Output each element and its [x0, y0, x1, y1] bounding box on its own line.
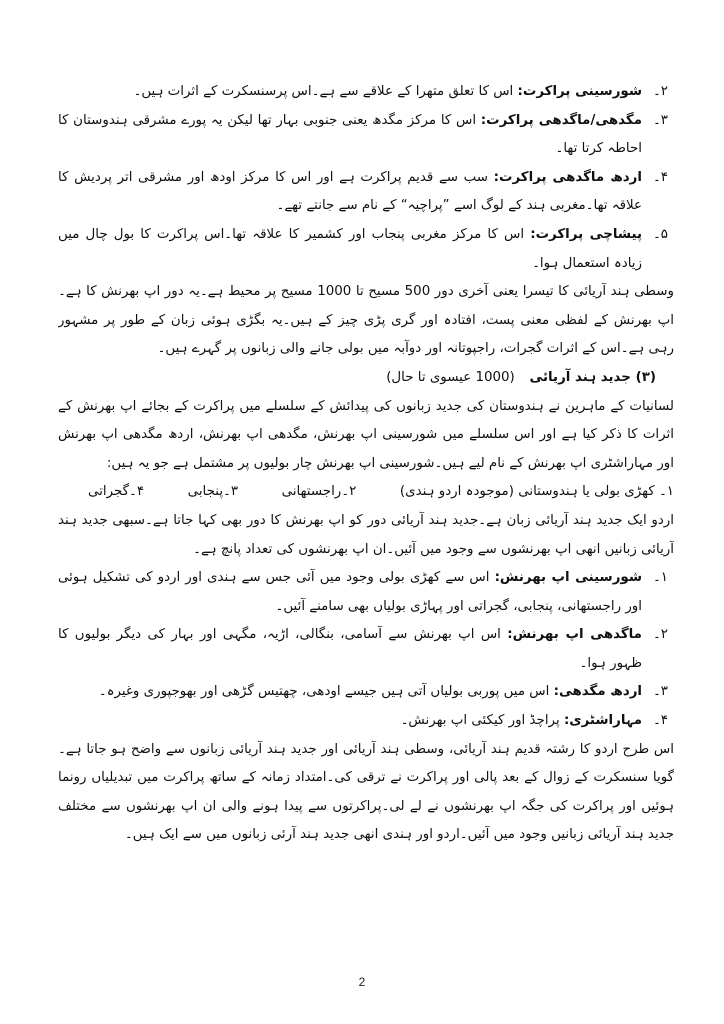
list-item [58, 221, 674, 278]
item-text [58, 678, 642, 707]
item-body: اس سے کھڑی بولی وجود میں آئی جس سے ہندی اور اردو کی تشکیل ہوئی اور راجستھانی، پنجابی، گجراتی اور پہاڑی بولیاں بھی سامنے آئیں۔ [58, 570, 642, 614]
dialect-item: ۳۔پنجابی [187, 484, 239, 500]
item-body: اس کا مرکز مغربی پنجاب اور کشمیر کا علاقہ تھا۔اس پراکرت کا بول چال میں زیادہ استعمال ہوا۔ [58, 226, 642, 271]
paragraph-conclusion: اس طرح اردو کا رشتہ قدیم ہند آریائی، وسطی ہند آریائی اور جدید ہند آریائی زبانوں سے واضح ہو جاتا ہے۔گویا سنسکرت کے زوال کے بعد پالی اور پراکرت نے ترقی کی۔امتداد زمانہ کے ساتھ پراکرت میں تبدیلیاں رونما ہوئیں اور پراکرت کی جگہ اپ بھرنشوں نے لے لی۔پراکرتوں سے پیدا ہونے والی ان اپ بھرنشوں سے مختلف جدید ہند آریائی زبانیں وجود میں آئیں۔اردو اور ہندی انھی جدید ہند آرئی زبانوں میں سے ایک ہیں۔ [58, 741, 674, 843]
item-body: سب سے قدیم پراکرت ہے اور اس کا مرکز اودھ اور مشرقی اتر پردیش کا علاقہ تھا۔مغربی ہند کے لوگ اسے ”پراچیہ“ کے نام سے جانتے تھے۔ [58, 169, 642, 214]
paragraph-urdu: اردو ایک جدید ہند آریائی زبان ہے۔جدید ہند آریائی دور کو اپ بھرنش کا دور بھی کہا جاتا ہے۔سبھی جدید ہند آریائی زبانیں انھی اپ بھرنشوں سے وجود میں آئیں۔ان اپ بھرنشوں کی تعداد پانچ ہے۔ [58, 512, 674, 557]
item-number: ۳۔ [652, 684, 668, 700]
item-text [58, 164, 642, 221]
list-item [58, 564, 674, 621]
paragraph-intro: لسانیات کے ماہرین نے ہندوستان کی جدید زبانوں کی پیدائش کے سلسلے میں پراکرت کے بجائے اپ بھرنش کے اثرات کا ذکر کیا ہے اور اس سلسلے میں شورسینی اپ بھرنش، مگدھی اپ بھرنش، اردھ مگدھی اپ بھرنش اور مہاراشٹری اپ بھرنش کے نام لیے ہیں۔شورسینی اپ بھرنش چار بولیوں پر مشتمل ہے جو یہ ہیں: [58, 398, 674, 471]
item-body: اس میں پوربی بولیاں آتی ہیں جیسے اودھی، چھتیس گڑھی اور بھوجپوری وغیرہ۔ [98, 684, 550, 700]
dialect-list [58, 478, 674, 507]
item-number: ۳۔ [652, 112, 668, 128]
dialect-item: ۱۔ کھڑی بولی یا ہندوستانی (موجودہ اردو ہندی) [399, 484, 674, 500]
section-title: جدید ہند آریائی [529, 369, 631, 385]
item-body: اس کا مرکز مگدھ یعنی جنوبی بہار تھا لیکن یہ پورے مشرقی ہندوستان کا احاطہ کرتا تھا۔ [58, 112, 642, 157]
item-body: اس اپ بھرنش سے آسامی، بنگالی، اڑیہ، مگہی اور بہار کی دیگر بولیوں کا ظہور ہوا۔ [58, 627, 642, 671]
item-body: پراچڈ اور کیکئی اپ بھرنش۔ [400, 713, 560, 729]
item-text [58, 78, 642, 107]
item-body: اس کا تعلق متھرا کے علاقے سے ہے۔اس پرسنسکرت کے اثرات ہیں۔ [133, 84, 514, 99]
section-number: (۳) [635, 369, 656, 385]
item-label: شورسینی پراکرت: [517, 84, 642, 99]
item-label: اردھ ماگدھی پراکرت: [493, 169, 642, 185]
item-number: ۲۔ [652, 627, 668, 643]
item-text [58, 221, 642, 278]
item-text [58, 621, 642, 678]
item-number: ۴۔ [652, 713, 668, 729]
dialect-item: ۴۔گجراتی [88, 484, 145, 500]
item-number: ۵۔ [652, 226, 668, 242]
item-number: ۱۔ [652, 570, 668, 586]
item-label: اردھ مگدھی: [553, 684, 642, 700]
dialect-item: ۲۔راجستھانی [281, 484, 357, 500]
item-label: مہاراشٹری: [563, 713, 642, 729]
item-number: ۲۔ [652, 84, 668, 99]
list-item [58, 621, 674, 678]
page-number: 2 [358, 975, 366, 989]
list-item [58, 78, 674, 107]
list-item [58, 707, 674, 736]
section-heading [58, 364, 674, 393]
list-item [58, 107, 674, 164]
item-number: ۴۔ [652, 169, 668, 185]
item-label: مگدھی/ماگدھی پراکرت: [480, 112, 642, 128]
item-label: شورسینی اپ بھرنش: [494, 570, 642, 586]
list-item [58, 678, 674, 707]
list-item [58, 164, 674, 221]
item-label: ماگدھی اپ بھرنش: [507, 627, 642, 643]
item-text [58, 564, 642, 621]
item-label: پیشاچی پراکرت: [530, 226, 643, 242]
item-text [58, 107, 642, 164]
item-text [58, 707, 642, 736]
section-period: (1000 عیسوی تا حال) [386, 369, 515, 385]
paragraph-middle-indo-aryan: وسطی ہند آریائی کا تیسرا یعنی آخری دور 500 مسیح تا 1000 مسیح پر محیط ہے۔یہ دور اپ بھرنش کا ہے۔اپ بھرنش کے لفظی معنی پست، افتادہ اور گری پڑی چیز کے ہیں۔یہ بگڑی ہوئی زبان کے طور پر مشہور رہی ہے۔اس کے اثرات گجرات، راجپوتانہ اور دوآبہ میں بولی جانے والی زبانوں پر گہرے ہیں۔ [58, 284, 674, 357]
document-page [58, 78, 674, 978]
